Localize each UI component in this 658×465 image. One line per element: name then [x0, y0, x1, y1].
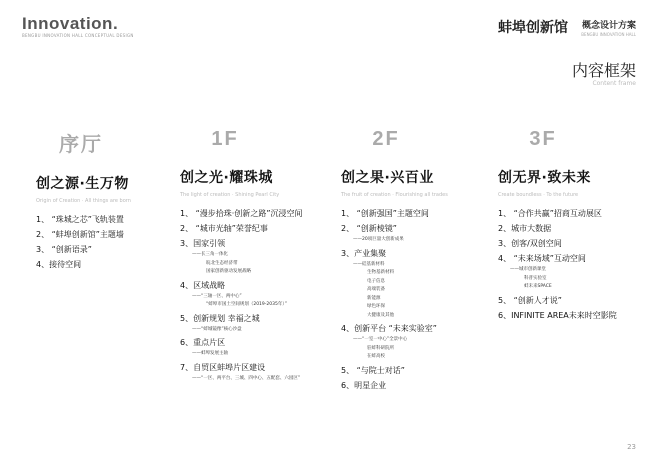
sub-list	[341, 236, 501, 245]
brand-subtitle: BENGBU INNOVATION HALL CONCEPTUAL DESIGN	[22, 33, 134, 38]
list-item: 1、 “漫步拾珠·创新之路”沉浸空间	[180, 209, 303, 218]
column-subtitle: Origin of Creation · All things are born	[36, 198, 131, 204]
sub-item: ——“三轴一区、两中心”	[192, 293, 242, 299]
sub-list	[180, 326, 340, 335]
sub-list	[180, 350, 340, 359]
sub-item: 生物基新材料	[367, 270, 394, 275]
list-item: 3、国家引领	[180, 239, 226, 248]
sub-item: 绿色环保	[367, 304, 385, 309]
list-item: 4、接待空间	[36, 260, 82, 269]
column-title: 创之源·生万物	[36, 176, 129, 192]
item-list	[180, 208, 340, 383]
column-title: 创之果·兴百业	[341, 170, 434, 186]
column-3f	[498, 128, 658, 322]
sub-list	[498, 266, 658, 292]
item-list	[498, 208, 658, 322]
sub-list	[180, 293, 340, 310]
list-item: 4、 “未来场域”互动空间	[498, 254, 586, 263]
list-item: 2、 “城市光轴”荣誉纪事	[180, 224, 268, 233]
sub-list	[341, 261, 501, 321]
project-english-title: BENGBU INNOVATION HALL	[581, 32, 636, 37]
list-item: 3、 “创新语录”	[36, 245, 92, 254]
sub-item: ——城市创新课堂	[510, 267, 546, 272]
list-item: 4、区域战略	[180, 280, 226, 290]
sub-item: ——20项巨量大创新成果	[353, 237, 404, 242]
page-number: 23	[627, 443, 636, 451]
sub-item: ——“一区、两平台、三城、四中心、五配套、六园区”	[192, 375, 301, 381]
sub-item: 高端装备	[367, 287, 385, 292]
list-item: 2、 “创新棱镜”	[341, 224, 397, 233]
sub-item: 在蚌高校	[367, 354, 385, 359]
sub-item: 大健康及其他	[367, 312, 394, 318]
list-item: 5、 “与院士对话”	[341, 365, 405, 375]
list-item: 4、创新平台 “未来实验室”	[341, 324, 437, 333]
sub-item: ——“一室一中心”全景中心	[353, 337, 408, 342]
floor-label: 2F	[372, 128, 400, 150]
list-item: 2、 “蚌埠创新馆”主题墙	[36, 230, 124, 239]
list-item: 7、自贸区蚌埠片区建设	[180, 362, 266, 372]
sub-list	[180, 375, 340, 384]
floor-label: 序厅	[59, 134, 103, 156]
column-subtitle: Create boundless · To the future	[498, 192, 579, 198]
sub-item: “蚌埠市国土空间规划（2019-2035年）”	[206, 302, 287, 307]
item-list	[36, 214, 196, 271]
sub-list	[180, 251, 340, 277]
list-item: 6、重点片区	[180, 338, 226, 347]
column-subtitle: The fruit of creation · Flourishing all trades	[341, 192, 448, 198]
sub-item: 皖北生态经济带	[206, 260, 238, 266]
brand-title: Innovation.	[22, 14, 119, 33]
floor-label: 3F	[529, 128, 557, 150]
list-item: 1、 “创新强国”主题空间	[341, 209, 429, 218]
list-item: 5、 “创新人才说”	[498, 295, 562, 305]
page-heading: 内容框架	[571, 61, 636, 80]
list-item: 2、城市大数据	[498, 224, 552, 233]
column-1f	[180, 128, 340, 383]
list-item: 1、 “珠城之芯”飞轨装置	[36, 215, 124, 224]
list-item: 1、 “合作共赢”招商互动展区	[498, 209, 602, 218]
sub-item: 新能源	[367, 295, 381, 301]
project-title: 蚌埠创新馆	[498, 20, 568, 36]
column-title: 创之光·耀珠城	[180, 170, 273, 186]
sub-item: ——长三角一体化	[192, 252, 228, 257]
sub-item: ——蚌埠发展主轴	[192, 351, 228, 356]
column-subtitle: The light of creation · Shining Pearl City	[180, 192, 280, 198]
floor-label: 1F	[211, 128, 239, 150]
sub-item: ——“蚌城镜像”核心沙盘	[192, 326, 242, 332]
sub-list	[341, 336, 501, 362]
sub-item: 国家创新驱动发展战略	[206, 269, 251, 274]
sub-item: 科普实验室	[524, 275, 547, 281]
list-item: 3、创客/双创空间	[498, 239, 562, 248]
sub-item: 蚌未来SPACE	[524, 284, 552, 289]
sub-item: 电子信息	[367, 278, 385, 284]
list-item: 6、INFINITE AREA未来时空影院	[498, 310, 617, 320]
list-item: 5、创新规划 幸福之城	[180, 313, 260, 323]
sub-item: 驻蚌科研院所	[367, 345, 394, 351]
sub-item: ——硅基新材料	[353, 261, 385, 267]
column-title: 创无界·致未来	[498, 170, 591, 186]
list-item: 6、明星企业	[341, 380, 387, 390]
page-heading-english: Content frame	[592, 80, 636, 87]
column-2f	[341, 128, 501, 392]
list-item: 3、产业集聚	[341, 248, 387, 258]
item-list	[341, 208, 501, 392]
project-subtitle: 概念设计方案	[581, 21, 636, 31]
column-lobby	[36, 128, 196, 271]
